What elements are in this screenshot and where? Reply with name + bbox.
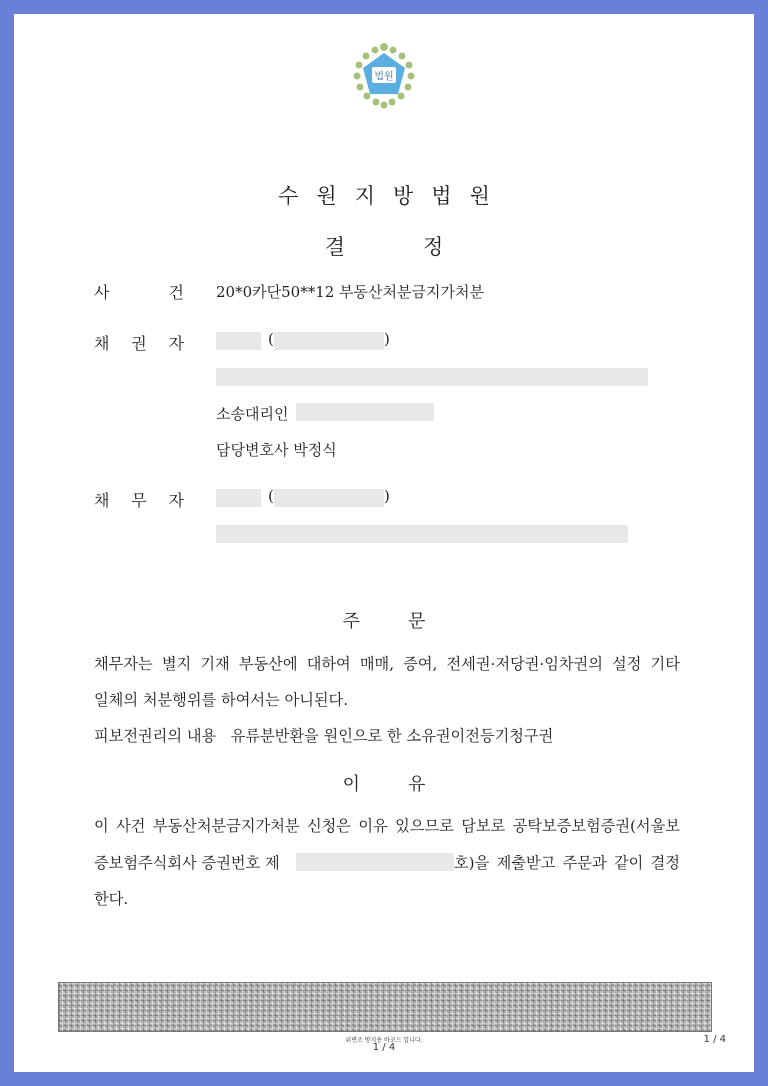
document-page	[14, 14, 754, 1072]
debtor-address-redacted	[216, 525, 628, 543]
reason-line-1: 이 사건 부동산처분금지가처분 신청은 이유 있으므로 담보로 공탁보증보험증권(서울보	[94, 817, 680, 835]
paren-close: )	[384, 330, 390, 348]
reason-line-2a: 증보험주식회사 증권번호 제	[94, 854, 280, 872]
reason-line-2b: 호)을 제출받고 주문과 같이 결정	[454, 854, 680, 872]
creditor-id-redacted	[274, 332, 384, 350]
paren-close: )	[384, 487, 390, 505]
paren-open: (	[268, 330, 274, 348]
reason-line-3: 한다.	[94, 890, 129, 908]
court-seal-icon	[348, 40, 420, 112]
barcode-note: 위변조 방지용 바코드 입니다.	[345, 1037, 423, 1044]
debtor-name-redacted	[216, 489, 261, 507]
doc-type-char: 결	[324, 235, 345, 259]
order-line-3: 피보전권리의 내용 유류분반환을 원인으로 한 소유권이전등기청구권	[94, 727, 554, 745]
order-heading: 주 문	[342, 611, 426, 632]
creditor-label: 채 권 자	[94, 334, 184, 353]
seal-text: 법원	[374, 71, 394, 83]
certificate-number-redacted	[296, 853, 454, 871]
order-line-2: 일체의 처분행위를 하여서는 아니된다.	[94, 691, 349, 709]
case-value: 20*0카단50**12 부동산처분금지가처분	[216, 283, 484, 301]
doc-type-title	[14, 231, 754, 261]
order-line-1: 채무자는 별지 기재 부동산에 대하여 매매, 증여, 전세권·저당권·임차권의 설정 기타	[94, 655, 680, 673]
page-number-right: 1 / 4	[703, 1034, 726, 1045]
debtor-label: 채 무 자	[94, 491, 184, 510]
anti-forgery-barcode	[58, 982, 712, 1032]
page-number-center: 1 / 4	[372, 1042, 396, 1053]
doc-type-char: 정	[423, 235, 444, 259]
lawyer-name: 담당변호사 박정식	[216, 441, 337, 459]
paren-open: (	[268, 487, 274, 505]
debtor-id-redacted	[274, 489, 384, 507]
reason-heading: 이 유	[342, 774, 426, 795]
court-name: 수원지방법원	[278, 184, 508, 208]
case-label: 사 건	[94, 283, 184, 302]
creditor-name-redacted	[216, 332, 261, 350]
agent-name-redacted	[296, 403, 434, 421]
agent-label: 소송대리인	[216, 405, 289, 423]
creditor-address-redacted	[216, 368, 648, 386]
